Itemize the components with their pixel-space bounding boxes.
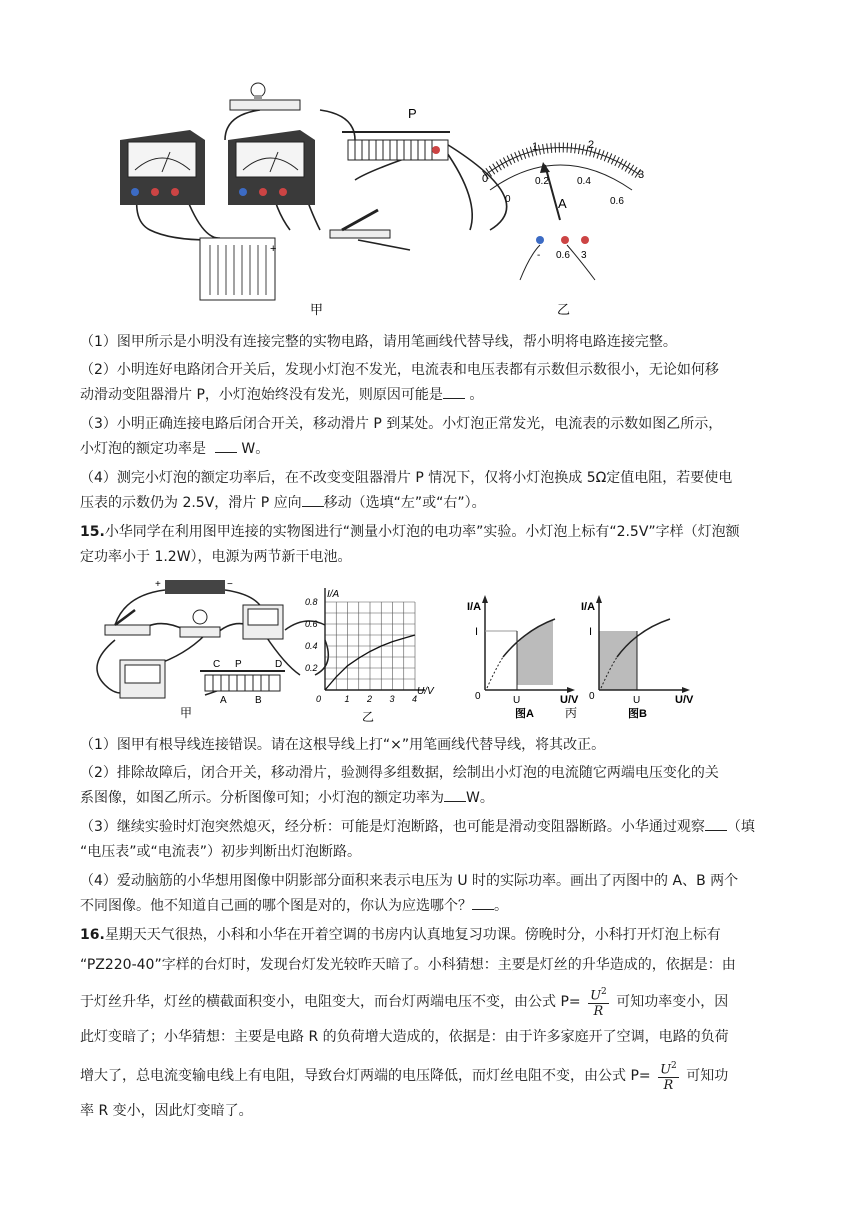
x-axis-label: U/V [417,686,434,697]
y-tick-label: 0.6 [305,619,318,629]
rheostat [342,132,450,160]
terminal-minus: - [537,250,541,261]
q14-part1: （1）图甲所示是小明没有连接完整的实物电路，请用笔画线代替导线，帮小明将电路连接完整。 [80,334,677,350]
dial-bottom-1: 0.2 [535,176,549,187]
rheostat-label-b: B [255,695,262,706]
q16-text: 16.星期天天气很热，小科和小华在开着空调的书房内认真地复习功课。傍晚时分，小科打开灯泡上标有 “PZ220-40”字样的台灯时，发现台灯发光较昨天暗了。小科猜想：主要是灯丝的升华造成的，依据是：由 于灯丝升华，灯丝的横截面积变小，电阻变大，而台灯两端电压不变，由公式 P= $\frac{U^2}{R}$ 可知功率变小，因 此灯变暗了；小华猜想：主要是电路 R 的负荷增大造成的，依据是：由于许多家庭开了空调，电路的负荷 增大了，总电流变输电线上有电阻，导致台灯两端的电压降低，而灯丝电阻不变，由公式 P= $\frac{U^2}{R}$ 可知功 率 R 变小，因此灯变暗了。 [80,927,736,1119]
chart-iv-yi [305,588,435,704]
label-yi-top: 乙 [557,302,571,317]
q15-part4: （4）爱动脑筋的小华想用图像中阴影部分面积来表示电压为 U 时的实际功率。画出了丙图中的 A、B 两个 不同图像。他不知道自己画的哪个图是对的，你认为应选哪个？ 。 [80,873,739,914]
dial-unit: A [558,196,567,211]
svg-text:−: − [227,579,233,590]
label-graph-b: 图B [628,708,647,720]
y-tick-label: 0.2 [305,663,318,673]
question-number: 16. [80,927,105,943]
ammeter-meter [228,130,315,205]
q14-part2: （2）小明连好电路闭合开关后，发现小灯泡不发光，电流表和电压表都有示数但示数很小，无论如何移 动滑动变阻器滑片 P，小灯泡始终没有发光，则原因可能是 。 [80,362,719,403]
slider-p-label: P [408,106,417,121]
graph-a-ylabel: I/A [467,601,482,613]
question-number: 15. [80,524,105,540]
svg-text:+: + [270,243,277,255]
lamp-board [230,83,300,110]
switch-mid [105,610,150,635]
graph-a-xlabel: U/V [560,694,579,706]
figure-circuit-mid [85,575,705,725]
origin-label: 0 [316,694,322,704]
dial-bottom-3: 0.6 [610,196,624,207]
q15-intro: 15.小华同学在利用图甲连接的实物图进行“测量小灯泡的电功率”实验。小灯泡上标有“2.5V”字样（灯泡额 定功率小于 1.2W），电源为两节新干电池。 [80,524,740,565]
graph-a-i: I [475,626,479,638]
rheostat-mid [200,671,285,691]
answer-blank[interactable] [472,895,494,910]
dial-top-1: 1 [532,141,539,153]
x-tick-label: 4 [412,694,418,704]
dial-bottom-2: 0.4 [577,176,591,187]
switch [330,210,390,238]
answer-blank[interactable] [705,816,727,831]
rheostat-label-c: C [213,659,221,670]
graph-a [482,595,575,693]
label-yi-mid: 乙 [362,710,375,724]
label-jia-top: 甲 [310,302,324,317]
battery [200,238,276,300]
terminal-0-6: 0.6 [556,250,570,261]
q14-part3: （3）小明正确连接电路后闭合开关，移动滑片 P 到某处。小灯泡正常发光，电流表的示数如图乙所示， 小灯泡的额定功率是 W。 [80,416,723,457]
graph-b-i: I [589,626,593,638]
answer-blank[interactable] [444,787,466,802]
formula-fraction: $\frac{U^2}{R}$ [590,987,607,1020]
dial-top-0: 0 [482,173,489,185]
voltmeter-mid [243,605,283,639]
dial-top-2: 2 [588,139,595,151]
lamp-mid [180,610,220,637]
answer-blank[interactable] [302,492,324,507]
graph-a-zero: 0 [475,691,481,702]
q15-part3: （3）继续实验时灯泡突然熄灭，经分析：可能是灯泡断路，也可能是滑动变阻器断路。小华通过观察 （填 “电压表”或“电流表”）初步判断出灯泡断路。 [80,815,790,865]
answer-blank[interactable] [443,384,465,399]
label-jia-mid: 甲 [180,706,193,720]
label-bing: 丙 [565,706,578,720]
svg-text:+: + [155,579,161,590]
dial-top-3: 3 [638,169,645,181]
y-tick-label: 0.4 [305,641,318,651]
graph-a-u: U [513,695,521,706]
rheostat-label-a: A [220,695,227,706]
q15-part2: （2）排除故障后，闭合开关，移动滑片，验测得多组数据，绘制出小灯泡的电流随它两端电压变化的关 系图像，如图乙所示。分析图像可知；小灯泡的额定功率为 W。 [80,765,719,806]
terminal-3: 3 [581,250,587,261]
q15-part1: （1）图甲有根导线连接错误。请在这根导线上打“×”用笔画线代替导线，将其改正。 [80,737,606,753]
formula-fraction: $\frac{U^2}{R}$ [660,1061,677,1094]
graph-b-xlabel: U/V [675,694,694,706]
dial-bottom-0: 0 [505,194,511,205]
x-tick-label: 1 [344,694,350,704]
answer-blank[interactable] [215,438,237,453]
figure-circuit-top [110,80,670,320]
y-axis-label: I/A [327,589,340,600]
label-graph-a: 图A [515,708,534,720]
graph-b-ylabel: I/A [581,601,596,613]
x-tick-label: 3 [389,694,395,704]
rheostat-label-d: D [275,659,283,670]
rheostat-label-p: P [235,659,242,670]
graph-b-zero: 0 [589,691,595,702]
y-tick-label: 0.8 [305,597,318,607]
voltmeter-meter [120,130,205,205]
ammeter-mid [120,660,165,698]
x-tick-label: 2 [367,694,373,704]
graph-b [596,595,690,693]
graph-b-u: U [633,695,641,706]
q14-part4: （4）测完小灯泡的额定功率后，在不改变变阻器滑片 P 情况下，仅将小灯泡换成 5Ω定值电阻，若要使电 压表的示数仍为 2.5V，滑片 P 应向 移动（选填“左”或“右”）。 [80,470,733,511]
battery-pack [165,580,225,594]
